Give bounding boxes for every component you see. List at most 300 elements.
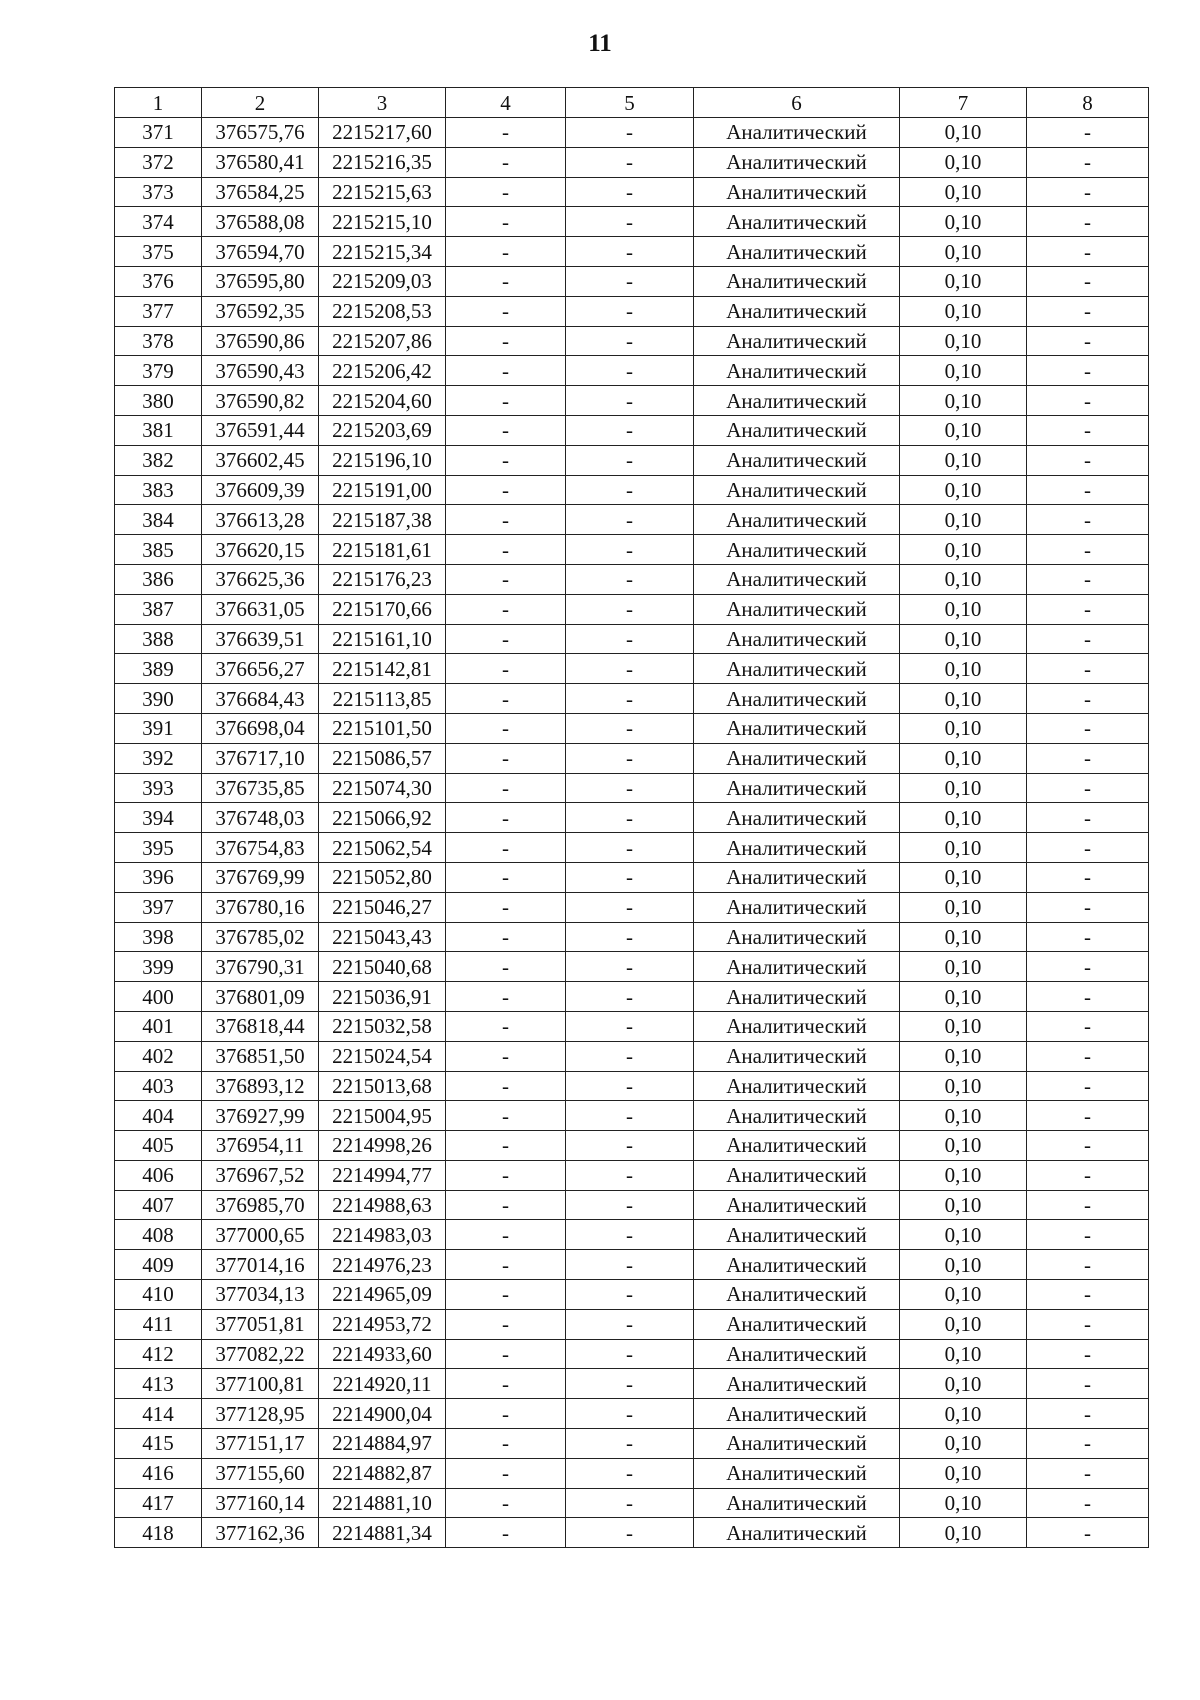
method-cell: Аналитический (694, 684, 900, 714)
method-cell: Аналитический (694, 505, 900, 535)
column-5-cell: - (566, 296, 694, 326)
accuracy-cell: 0,10 (900, 1011, 1027, 1041)
column-5-cell: - (566, 684, 694, 714)
column-4-cell: - (446, 1518, 566, 1548)
accuracy-cell: 0,10 (900, 118, 1027, 148)
point-number-cell: 396 (115, 862, 202, 892)
column-4-cell: - (446, 1309, 566, 1339)
coordinate-y-cell: 2215215,34 (319, 237, 446, 267)
table-row (115, 862, 1149, 892)
column-header: 7 (900, 88, 1027, 118)
table-row (115, 743, 1149, 773)
column-8-cell: - (1027, 952, 1149, 982)
method-cell: Аналитический (694, 892, 900, 922)
coordinate-x-cell: 376954,11 (202, 1131, 319, 1161)
coordinate-y-cell: 2215215,63 (319, 177, 446, 207)
point-number-cell: 371 (115, 118, 202, 148)
coordinate-y-cell: 2215170,66 (319, 594, 446, 624)
table-row (115, 803, 1149, 833)
column-5-cell: - (566, 356, 694, 386)
coordinate-y-cell: 2215161,10 (319, 624, 446, 654)
table-row (115, 475, 1149, 505)
table-row (115, 445, 1149, 475)
coordinate-x-cell: 376893,12 (202, 1071, 319, 1101)
column-8-cell: - (1027, 1458, 1149, 1488)
coordinate-y-cell: 2215216,35 (319, 147, 446, 177)
coordinate-y-cell: 2215208,53 (319, 296, 446, 326)
accuracy-cell: 0,10 (900, 1190, 1027, 1220)
method-cell: Аналитический (694, 1488, 900, 1518)
column-5-cell: - (566, 207, 694, 237)
method-cell: Аналитический (694, 1339, 900, 1369)
column-4-cell: - (446, 475, 566, 505)
method-cell: Аналитический (694, 803, 900, 833)
coordinate-x-cell: 376698,04 (202, 713, 319, 743)
column-5-cell: - (566, 743, 694, 773)
accuracy-cell: 0,10 (900, 833, 1027, 863)
table-row (115, 1339, 1149, 1369)
coordinate-x-cell: 376590,43 (202, 356, 319, 386)
accuracy-cell: 0,10 (900, 713, 1027, 743)
method-cell: Аналитический (694, 624, 900, 654)
accuracy-cell: 0,10 (900, 1041, 1027, 1071)
column-8-cell: - (1027, 1160, 1149, 1190)
coordinate-y-cell: 2215043,43 (319, 922, 446, 952)
method-cell: Аналитический (694, 743, 900, 773)
point-number-cell: 399 (115, 952, 202, 982)
accuracy-cell: 0,10 (900, 982, 1027, 1012)
accuracy-cell: 0,10 (900, 296, 1027, 326)
coordinate-x-cell: 377162,36 (202, 1518, 319, 1548)
coordinate-y-cell: 2215032,58 (319, 1011, 446, 1041)
accuracy-cell: 0,10 (900, 535, 1027, 565)
column-4-cell: - (446, 505, 566, 535)
method-cell: Аналитический (694, 1250, 900, 1280)
column-5-cell: - (566, 505, 694, 535)
point-number-cell: 403 (115, 1071, 202, 1101)
column-5-cell: - (566, 624, 694, 654)
point-number-cell: 384 (115, 505, 202, 535)
method-cell: Аналитический (694, 1101, 900, 1131)
accuracy-cell: 0,10 (900, 1488, 1027, 1518)
column-8-cell: - (1027, 296, 1149, 326)
accuracy-cell: 0,10 (900, 177, 1027, 207)
column-5-cell: - (566, 1399, 694, 1429)
point-number-cell: 401 (115, 1011, 202, 1041)
table-row (115, 1280, 1149, 1310)
coordinate-y-cell: 2215204,60 (319, 386, 446, 416)
accuracy-cell: 0,10 (900, 862, 1027, 892)
column-8-cell: - (1027, 177, 1149, 207)
accuracy-cell: 0,10 (900, 207, 1027, 237)
accuracy-cell: 0,10 (900, 147, 1027, 177)
method-cell: Аналитический (694, 952, 900, 982)
coordinate-y-cell: 2215086,57 (319, 743, 446, 773)
accuracy-cell: 0,10 (900, 892, 1027, 922)
column-5-cell: - (566, 713, 694, 743)
column-4-cell: - (446, 535, 566, 565)
point-number-cell: 391 (115, 713, 202, 743)
point-number-cell: 413 (115, 1369, 202, 1399)
coordinate-y-cell: 2215215,10 (319, 207, 446, 237)
coordinates-table (114, 87, 1149, 1548)
coordinate-x-cell: 376801,09 (202, 982, 319, 1012)
coordinate-y-cell: 2215024,54 (319, 1041, 446, 1071)
column-4-cell: - (446, 1101, 566, 1131)
column-4-cell: - (446, 1369, 566, 1399)
coordinate-x-cell: 376717,10 (202, 743, 319, 773)
column-8-cell: - (1027, 1071, 1149, 1101)
coordinate-y-cell: 2214881,10 (319, 1488, 446, 1518)
coordinate-y-cell: 2215181,61 (319, 535, 446, 565)
table-row (115, 1250, 1149, 1280)
coordinate-y-cell: 2214881,34 (319, 1518, 446, 1548)
point-number-cell: 406 (115, 1160, 202, 1190)
accuracy-cell: 0,10 (900, 684, 1027, 714)
accuracy-cell: 0,10 (900, 922, 1027, 952)
method-cell: Аналитический (694, 1280, 900, 1310)
coordinate-x-cell: 376927,99 (202, 1101, 319, 1131)
coordinate-y-cell: 2214900,04 (319, 1399, 446, 1429)
method-cell: Аналитический (694, 1399, 900, 1429)
column-8-cell: - (1027, 624, 1149, 654)
column-8-cell: - (1027, 1339, 1149, 1369)
coordinate-x-cell: 376590,82 (202, 386, 319, 416)
coordinate-y-cell: 2214884,97 (319, 1429, 446, 1459)
coordinate-x-cell: 376631,05 (202, 594, 319, 624)
method-cell: Аналитический (694, 177, 900, 207)
point-number-cell: 398 (115, 922, 202, 952)
table-row (115, 922, 1149, 952)
accuracy-cell: 0,10 (900, 1339, 1027, 1369)
coordinate-x-cell: 376748,03 (202, 803, 319, 833)
column-4-cell: - (446, 654, 566, 684)
column-8-cell: - (1027, 1011, 1149, 1041)
accuracy-cell: 0,10 (900, 952, 1027, 982)
column-4-cell: - (446, 594, 566, 624)
table-row (115, 386, 1149, 416)
method-cell: Аналитический (694, 1190, 900, 1220)
column-5-cell: - (566, 1488, 694, 1518)
column-8-cell: - (1027, 922, 1149, 952)
point-number-cell: 375 (115, 237, 202, 267)
column-4-cell: - (446, 892, 566, 922)
column-4-cell: - (446, 1190, 566, 1220)
column-4-cell: - (446, 1280, 566, 1310)
method-cell: Аналитический (694, 1071, 900, 1101)
coordinate-x-cell: 376985,70 (202, 1190, 319, 1220)
column-header: 4 (446, 88, 566, 118)
table-row (115, 177, 1149, 207)
table-row (115, 1369, 1149, 1399)
column-4-cell: - (446, 1399, 566, 1429)
column-4-cell: - (446, 356, 566, 386)
column-8-cell: - (1027, 1190, 1149, 1220)
table-row (115, 1101, 1149, 1131)
table-row (115, 564, 1149, 594)
table-row (115, 684, 1149, 714)
column-4-cell: - (446, 1041, 566, 1071)
accuracy-cell: 0,10 (900, 1399, 1027, 1429)
column-4-cell: - (446, 1071, 566, 1101)
point-number-cell: 415 (115, 1429, 202, 1459)
coordinate-x-cell: 376595,80 (202, 266, 319, 296)
accuracy-cell: 0,10 (900, 624, 1027, 654)
coordinate-x-cell: 376602,45 (202, 445, 319, 475)
column-header: 2 (202, 88, 319, 118)
column-4-cell: - (446, 1250, 566, 1280)
method-cell: Аналитический (694, 147, 900, 177)
method-cell: Аналитический (694, 296, 900, 326)
method-cell: Аналитический (694, 415, 900, 445)
table-row (115, 266, 1149, 296)
column-5-cell: - (566, 1101, 694, 1131)
accuracy-cell: 0,10 (900, 1071, 1027, 1101)
accuracy-cell: 0,10 (900, 1101, 1027, 1131)
table-row (115, 594, 1149, 624)
point-number-cell: 417 (115, 1488, 202, 1518)
column-5-cell: - (566, 475, 694, 505)
column-4-cell: - (446, 1458, 566, 1488)
column-8-cell: - (1027, 1101, 1149, 1131)
column-4-cell: - (446, 982, 566, 1012)
coordinate-x-cell: 376656,27 (202, 654, 319, 684)
column-8-cell: - (1027, 1429, 1149, 1459)
method-cell: Аналитический (694, 713, 900, 743)
coordinate-y-cell: 2215217,60 (319, 118, 446, 148)
coordinate-y-cell: 2214965,09 (319, 1280, 446, 1310)
column-4-cell: - (446, 147, 566, 177)
column-8-cell: - (1027, 475, 1149, 505)
coordinate-x-cell: 377100,81 (202, 1369, 319, 1399)
column-8-cell: - (1027, 118, 1149, 148)
column-8-cell: - (1027, 1220, 1149, 1250)
column-8-cell: - (1027, 982, 1149, 1012)
method-cell: Аналитический (694, 535, 900, 565)
column-8-cell: - (1027, 207, 1149, 237)
column-8-cell: - (1027, 147, 1149, 177)
table-row (115, 833, 1149, 863)
column-8-cell: - (1027, 713, 1149, 743)
column-4-cell: - (446, 803, 566, 833)
column-5-cell: - (566, 1369, 694, 1399)
column-8-cell: - (1027, 415, 1149, 445)
accuracy-cell: 0,10 (900, 505, 1027, 535)
coordinate-y-cell: 2215046,27 (319, 892, 446, 922)
column-5-cell: - (566, 1250, 694, 1280)
page-number: 11 (588, 30, 612, 57)
table-row (115, 1011, 1149, 1041)
column-8-cell: - (1027, 803, 1149, 833)
method-cell: Аналитический (694, 654, 900, 684)
column-8-cell: - (1027, 892, 1149, 922)
coordinate-y-cell: 2215113,85 (319, 684, 446, 714)
column-5-cell: - (566, 1429, 694, 1459)
column-8-cell: - (1027, 1518, 1149, 1548)
table-row (115, 207, 1149, 237)
accuracy-cell: 0,10 (900, 1280, 1027, 1310)
point-number-cell: 388 (115, 624, 202, 654)
coordinate-x-cell: 376575,76 (202, 118, 319, 148)
coordinate-y-cell: 2215176,23 (319, 564, 446, 594)
method-cell: Аналитический (694, 326, 900, 356)
accuracy-cell: 0,10 (900, 1309, 1027, 1339)
coordinate-y-cell: 2215191,00 (319, 475, 446, 505)
column-8-cell: - (1027, 266, 1149, 296)
table-body (115, 118, 1149, 1548)
column-header: 1 (115, 88, 202, 118)
method-cell: Аналитический (694, 982, 900, 1012)
method-cell: Аналитический (694, 1220, 900, 1250)
coordinate-x-cell: 376785,02 (202, 922, 319, 952)
point-number-cell: 373 (115, 177, 202, 207)
column-4-cell: - (446, 773, 566, 803)
column-4-cell: - (446, 952, 566, 982)
point-number-cell: 410 (115, 1280, 202, 1310)
point-number-cell: 381 (115, 415, 202, 445)
column-5-cell: - (566, 1220, 694, 1250)
column-5-cell: - (566, 922, 694, 952)
column-4-cell: - (446, 266, 566, 296)
column-8-cell: - (1027, 445, 1149, 475)
column-8-cell: - (1027, 862, 1149, 892)
coordinate-y-cell: 2215187,38 (319, 505, 446, 535)
accuracy-cell: 0,10 (900, 1250, 1027, 1280)
point-number-cell: 383 (115, 475, 202, 505)
accuracy-cell: 0,10 (900, 415, 1027, 445)
accuracy-cell: 0,10 (900, 1160, 1027, 1190)
coordinate-x-cell: 376620,15 (202, 535, 319, 565)
method-cell: Аналитический (694, 118, 900, 148)
column-5-cell: - (566, 1190, 694, 1220)
coordinate-y-cell: 2215101,50 (319, 713, 446, 743)
point-number-cell: 418 (115, 1518, 202, 1548)
point-number-cell: 393 (115, 773, 202, 803)
column-5-cell: - (566, 564, 694, 594)
column-header: 3 (319, 88, 446, 118)
point-number-cell: 412 (115, 1339, 202, 1369)
column-8-cell: - (1027, 654, 1149, 684)
method-cell: Аналитический (694, 1518, 900, 1548)
point-number-cell: 382 (115, 445, 202, 475)
method-cell: Аналитический (694, 833, 900, 863)
column-5-cell: - (566, 1011, 694, 1041)
column-5-cell: - (566, 415, 694, 445)
method-cell: Аналитический (694, 1160, 900, 1190)
column-5-cell: - (566, 535, 694, 565)
coordinate-y-cell: 2214988,63 (319, 1190, 446, 1220)
column-5-cell: - (566, 892, 694, 922)
method-cell: Аналитический (694, 1041, 900, 1071)
coordinate-x-cell: 377151,17 (202, 1429, 319, 1459)
point-number-cell: 405 (115, 1131, 202, 1161)
point-number-cell: 389 (115, 654, 202, 684)
column-5-cell: - (566, 1041, 694, 1071)
column-8-cell: - (1027, 1041, 1149, 1071)
coordinate-x-cell: 376625,36 (202, 564, 319, 594)
accuracy-cell: 0,10 (900, 445, 1027, 475)
accuracy-cell: 0,10 (900, 1458, 1027, 1488)
coordinate-x-cell: 376754,83 (202, 833, 319, 863)
column-4-cell: - (446, 713, 566, 743)
accuracy-cell: 0,10 (900, 266, 1027, 296)
coordinate-x-cell: 376769,99 (202, 862, 319, 892)
coordinate-x-cell: 376780,16 (202, 892, 319, 922)
coordinate-y-cell: 2215066,92 (319, 803, 446, 833)
column-8-cell: - (1027, 564, 1149, 594)
point-number-cell: 416 (115, 1458, 202, 1488)
coordinate-x-cell: 376588,08 (202, 207, 319, 237)
accuracy-cell: 0,10 (900, 356, 1027, 386)
column-4-cell: - (446, 833, 566, 863)
column-5-cell: - (566, 326, 694, 356)
column-4-cell: - (446, 1429, 566, 1459)
column-4-cell: - (446, 415, 566, 445)
column-8-cell: - (1027, 386, 1149, 416)
coordinate-x-cell: 376735,85 (202, 773, 319, 803)
column-5-cell: - (566, 982, 694, 1012)
coordinate-x-cell: 376592,35 (202, 296, 319, 326)
column-8-cell: - (1027, 1250, 1149, 1280)
point-number-cell: 385 (115, 535, 202, 565)
point-number-cell: 411 (115, 1309, 202, 1339)
column-5-cell: - (566, 266, 694, 296)
table-row (115, 1518, 1149, 1548)
coordinate-y-cell: 2214953,72 (319, 1309, 446, 1339)
column-5-cell: - (566, 952, 694, 982)
column-5-cell: - (566, 1280, 694, 1310)
coordinate-x-cell: 377000,65 (202, 1220, 319, 1250)
table-row (115, 1190, 1149, 1220)
coordinate-y-cell: 2215004,95 (319, 1101, 446, 1131)
column-5-cell: - (566, 803, 694, 833)
point-number-cell: 379 (115, 356, 202, 386)
coordinate-x-cell: 376790,31 (202, 952, 319, 982)
point-number-cell: 395 (115, 833, 202, 863)
coordinate-x-cell: 376818,44 (202, 1011, 319, 1041)
column-8-cell: - (1027, 773, 1149, 803)
accuracy-cell: 0,10 (900, 475, 1027, 505)
accuracy-cell: 0,10 (900, 326, 1027, 356)
coordinate-y-cell: 2215203,69 (319, 415, 446, 445)
table-row (115, 415, 1149, 445)
coordinate-x-cell: 377014,16 (202, 1250, 319, 1280)
table-row (115, 1429, 1149, 1459)
point-number-cell: 414 (115, 1399, 202, 1429)
column-8-cell: - (1027, 356, 1149, 386)
point-number-cell: 390 (115, 684, 202, 714)
column-4-cell: - (446, 564, 566, 594)
coordinate-y-cell: 2215207,86 (319, 326, 446, 356)
coordinate-y-cell: 2214920,11 (319, 1369, 446, 1399)
point-number-cell: 380 (115, 386, 202, 416)
column-5-cell: - (566, 1339, 694, 1369)
column-4-cell: - (446, 922, 566, 952)
table-row (115, 505, 1149, 535)
table-row (115, 1458, 1149, 1488)
point-number-cell: 374 (115, 207, 202, 237)
column-5-cell: - (566, 445, 694, 475)
column-5-cell: - (566, 147, 694, 177)
coordinate-x-cell: 376639,51 (202, 624, 319, 654)
table-row (115, 1041, 1149, 1071)
method-cell: Аналитический (694, 862, 900, 892)
column-8-cell: - (1027, 833, 1149, 863)
column-4-cell: - (446, 1160, 566, 1190)
coordinate-x-cell: 377128,95 (202, 1399, 319, 1429)
column-4-cell: - (446, 862, 566, 892)
coordinate-y-cell: 2214976,23 (319, 1250, 446, 1280)
